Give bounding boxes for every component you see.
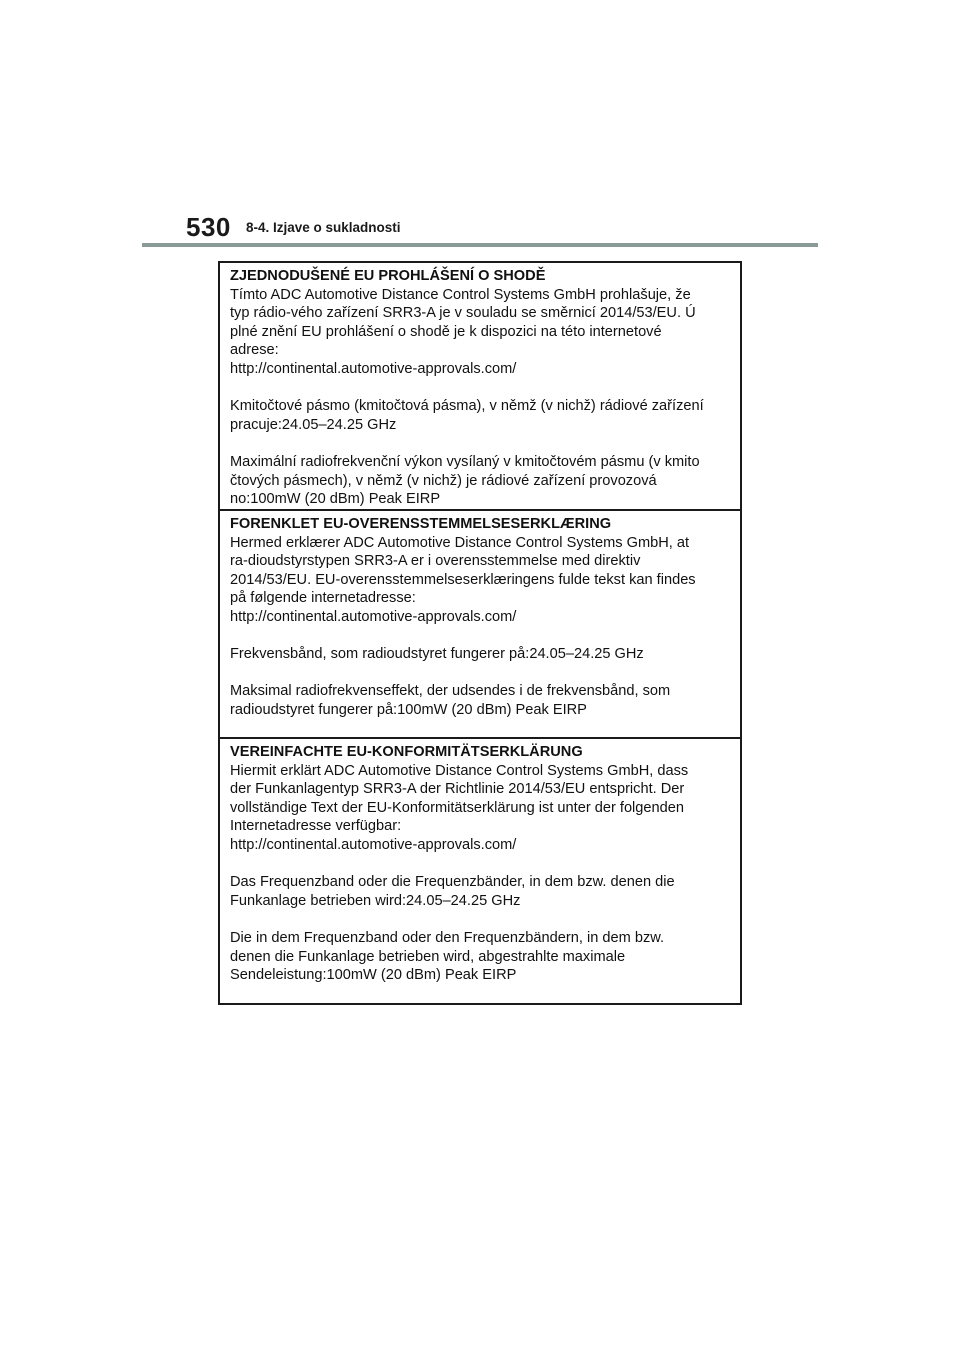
declaration-line: ra-dioudstyrstypen SRR3-A er i overensstemmelse med direktiv [230, 553, 641, 570]
max-power-line: radioudstyret fungerer på:100mW (20 dBm) Peak EIRP [230, 701, 587, 718]
declaration-line: Tímto ADC Automotive Distance Control Systems GmbH prohlašuje, že [230, 286, 691, 303]
max-power-line: no:100mW (20 dBm) Peak EIRP [230, 491, 441, 508]
declaration-german [220, 737, 740, 1003]
declaration-heading: ZJEDNODUŠENÉ EU PROHLÁŠENÍ O SHODĚ [230, 268, 546, 284]
max-power-line: Maximální radiofrekvenční výkon vysílaný v kmitočtovém pásmu (v kmito [230, 453, 700, 470]
max-power-line: Sendeleistung:100mW (20 dBm) Peak EIRP [230, 967, 517, 984]
declaration-line: på følgende internetadresse: [230, 590, 416, 607]
frequency-band-line: Frekvensbånd, som radioudstyret fungerer på:24.05–24.25 GHz [230, 646, 644, 663]
max-power-line: Die in dem Frequenzband oder den Frequenzbändern, in dem bzw. [230, 929, 665, 946]
declaration-line: 2014/53/EU. EU-overensstemmelseserklæringens fulde tekst kan findes [230, 571, 696, 588]
max-power-line: čtových pásmech), v němž (v nichž) je rádiové zařízení provozová [230, 472, 657, 489]
max-power-line: denen die Funkanlage betrieben wird, abgestrahlte maximale [230, 948, 626, 965]
declaration-heading: FORENKLET EU-OVERENSSTEMMELSESERKLÆRING [230, 516, 612, 532]
header-rule [142, 243, 818, 247]
declaration-danish [220, 509, 740, 737]
declaration-line: Hiermit erklärt ADC Automotive Distance Control Systems GmbH, dass [230, 762, 689, 779]
declaration-url: http://continental.automotive-approvals.com/ [230, 608, 517, 625]
section-title: 8-4. Izjave o sukladnosti [246, 220, 401, 235]
frequency-band-line: pracuje:24.05–24.25 GHz [230, 416, 397, 433]
max-power-line: Maksimal radiofrekvenseffekt, der udsendes i de frekvensbånd, som [230, 683, 671, 700]
page-number: 530 [186, 212, 231, 242]
declaration-czech [220, 263, 740, 509]
declarations-box [218, 261, 742, 1005]
declaration-line: typ rádio-vého zařízení SRR3-A je v souladu se směrnicí 2014/53/EU. Ú [230, 305, 696, 322]
declaration-url: http://continental.automotive-approvals.com/ [230, 360, 517, 377]
frequency-band-line: Funkanlage betrieben wird:24.05–24.25 GHz [230, 892, 521, 909]
declaration-line: adrese: [230, 342, 279, 359]
declaration-line: plné znění EU prohlášení o shodě je k dispozici na této internetové [230, 323, 662, 340]
declaration-line: Hermed erklærer ADC Automotive Distance Control Systems GmbH, at [230, 534, 690, 551]
declaration-url: http://continental.automotive-approvals.com/ [230, 836, 517, 853]
frequency-band-line: Kmitočtové pásmo (kmitočtová pásma), v němž (v nichž) rádiové zařízení [230, 398, 704, 415]
declaration-line: der Funkanlagentyp SRR3-A der Richtlinie 2014/53/EU entspricht. Der [230, 781, 685, 798]
declaration-line: vollständige Text der EU-Konformitätserklärung ist unter der folgenden [230, 799, 685, 816]
declaration-line: Internetadresse verfügbar: [230, 818, 402, 835]
frequency-band-line: Das Frequenzband oder die Frequenzbänder, in dem bzw. denen die [230, 874, 675, 891]
declaration-heading: VEREINFACHTE EU-KONFORMITÄTSERKLÄRUNG [230, 744, 583, 760]
